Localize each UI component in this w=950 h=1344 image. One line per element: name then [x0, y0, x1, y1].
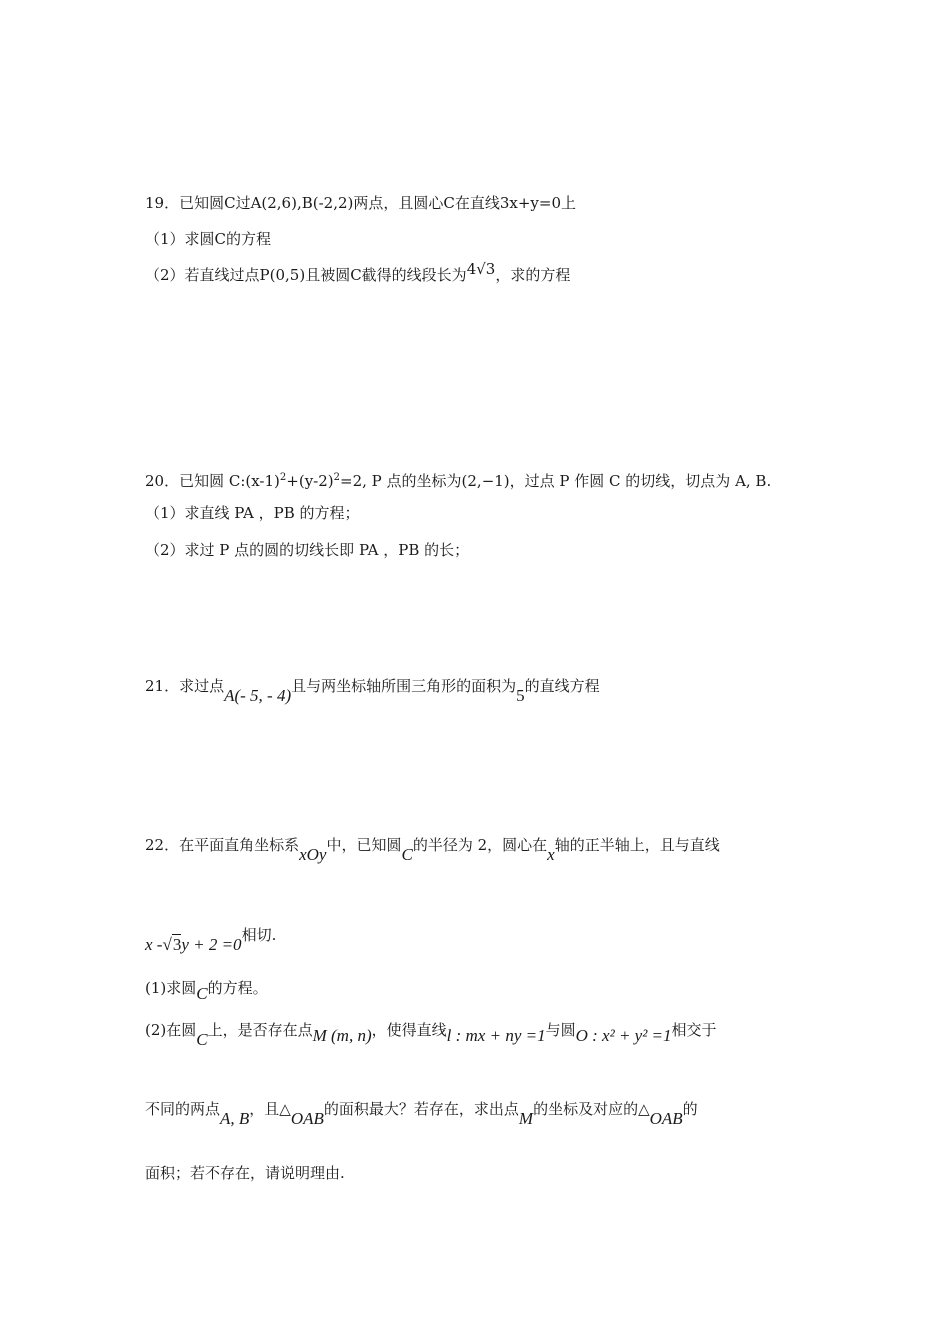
- q19-stem: 19．已知圆C过A(2,6),B(-2,2)两点，且圆心C在直线3x+y=0上: [145, 194, 577, 212]
- q21-stem: [145, 676, 600, 705]
- q21-text-b: 且与两坐标轴所围三角形的面积为: [291, 677, 517, 695]
- q20-stem-text-a: 20．已知圆 C:(x-1): [145, 472, 280, 490]
- q22-text-a: 22．在平面直角坐标系: [145, 836, 300, 854]
- q21-area: 5: [516, 686, 525, 705]
- q21-point: A(- 5, - 4): [224, 686, 292, 705]
- q22-l3-text-e: 的: [682, 1100, 698, 1118]
- q22-p2-circle-o: O : x² + y² =1: [575, 1026, 672, 1045]
- q22-p1-c: C: [196, 984, 208, 1003]
- q19-part2: [145, 260, 571, 285]
- q22-text-c: 的半径为 2，圆心在: [412, 836, 548, 854]
- q20-exp-1: 2: [279, 472, 287, 483]
- q22-eq-rest: y + 2 =0: [181, 935, 242, 954]
- q22-l3-text-b: ，且△: [249, 1100, 291, 1118]
- q19-part1: （1）求圆C的方程: [145, 230, 272, 248]
- q22-circle-c: C: [401, 845, 413, 864]
- q19-part2-text: （2）若直线过点P(0,5)且被圆C截得的线段长为: [145, 266, 467, 284]
- q22-part2-line3: [145, 1099, 698, 1128]
- q20-part1: （1）求直线 PA ，PB 的方程；: [145, 504, 360, 522]
- q22-x-axis: x: [547, 845, 555, 864]
- q22-text-b: 中，已知圆: [326, 836, 402, 854]
- q22-p2-text-b: 上，是否存在点: [207, 1021, 313, 1039]
- q22-l3-m: M: [518, 1109, 534, 1128]
- q22-p2-text-c: ，使得直线: [371, 1021, 447, 1039]
- q20-exp-2: 2: [333, 472, 341, 483]
- q22-eq-sqrt-sign: √: [162, 935, 172, 954]
- q22-eq-sqrt: 3: [172, 935, 182, 954]
- q22-eq-x: x -: [145, 935, 163, 954]
- q22-tangent: 相切.: [241, 926, 277, 944]
- q22-p2-c: C: [196, 1030, 208, 1049]
- q22-p1-text-a: (1)求圆: [145, 979, 197, 997]
- q22-l3-ab: A, B: [220, 1109, 250, 1128]
- q22-l3-text-c: 的面积最大？若存在，求出点: [323, 1100, 519, 1118]
- q20-stem-text-b: +(y-2): [286, 472, 334, 490]
- q22-xoy: xOy: [299, 845, 327, 864]
- q22-p2-text-d: 与圆: [545, 1021, 576, 1039]
- q22-l3-text-d: 的坐标及对应的△: [533, 1100, 650, 1118]
- q22-part2: [145, 1020, 717, 1049]
- q22-p2-point-m: M (m, n): [312, 1026, 372, 1045]
- q22-l3-text-a: 不同的两点: [145, 1100, 221, 1118]
- q21-text-c: 的直线方程: [524, 677, 600, 695]
- q20-part2: （2）求过 P 点的圆的切线长即 PA ，PB 的长；: [145, 541, 470, 559]
- q22-stem: [145, 835, 720, 864]
- q22-p2-text-e: 相交于: [671, 1021, 717, 1039]
- q22-l3-oab-1: OAB: [290, 1109, 324, 1128]
- q22-line-eq: [145, 925, 277, 954]
- q22-part1: [145, 978, 268, 1003]
- q22-p2-text-a: (2)在圆: [145, 1021, 197, 1039]
- q22-p1-text-b: 的方程。: [207, 979, 268, 997]
- q19-part2-tail: ，求的方程: [495, 266, 571, 284]
- q19-part2-length: 4√3: [466, 260, 496, 278]
- q21-text-a: 21．求过点: [145, 677, 225, 695]
- q20-stem: [145, 468, 771, 491]
- q22-text-d: 轴的正半轴上，且与直线: [554, 836, 720, 854]
- q22-p2-line-l: l : mx + ny =1: [446, 1026, 546, 1045]
- q22-part2-line4: 面积；若不存在，请说明理由.: [145, 1164, 345, 1182]
- q22-l3-oab-2: OAB: [649, 1109, 683, 1128]
- q20-stem-text-c: =2, P 点的坐标为(2,−1)，过点 P 作圆 C 的切线，切点为 A, B.: [340, 472, 772, 490]
